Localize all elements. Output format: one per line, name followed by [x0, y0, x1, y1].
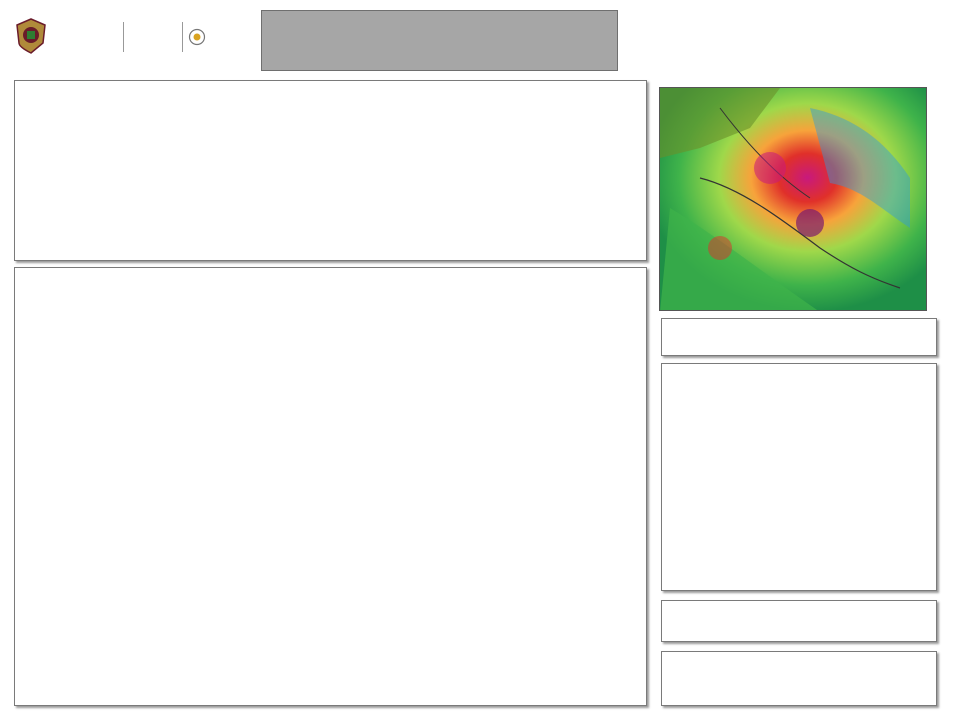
- header-logos: [10, 12, 242, 64]
- rain-map-image: [660, 88, 927, 311]
- forecast-box: [14, 267, 647, 706]
- reminder-box: [661, 600, 937, 642]
- logo-divider: [123, 22, 124, 52]
- sun-cloud-icon: [188, 28, 206, 46]
- contact-box: [661, 651, 937, 706]
- meteorologico-logo: [188, 18, 244, 56]
- rain-forecast-map: [659, 87, 927, 311]
- state-seal-icon: [14, 17, 48, 55]
- impacts-box: [661, 363, 937, 591]
- logo-divider: [182, 22, 183, 52]
- systems-box: [14, 80, 647, 261]
- title-banner: [261, 10, 618, 71]
- map-caption: [661, 318, 937, 356]
